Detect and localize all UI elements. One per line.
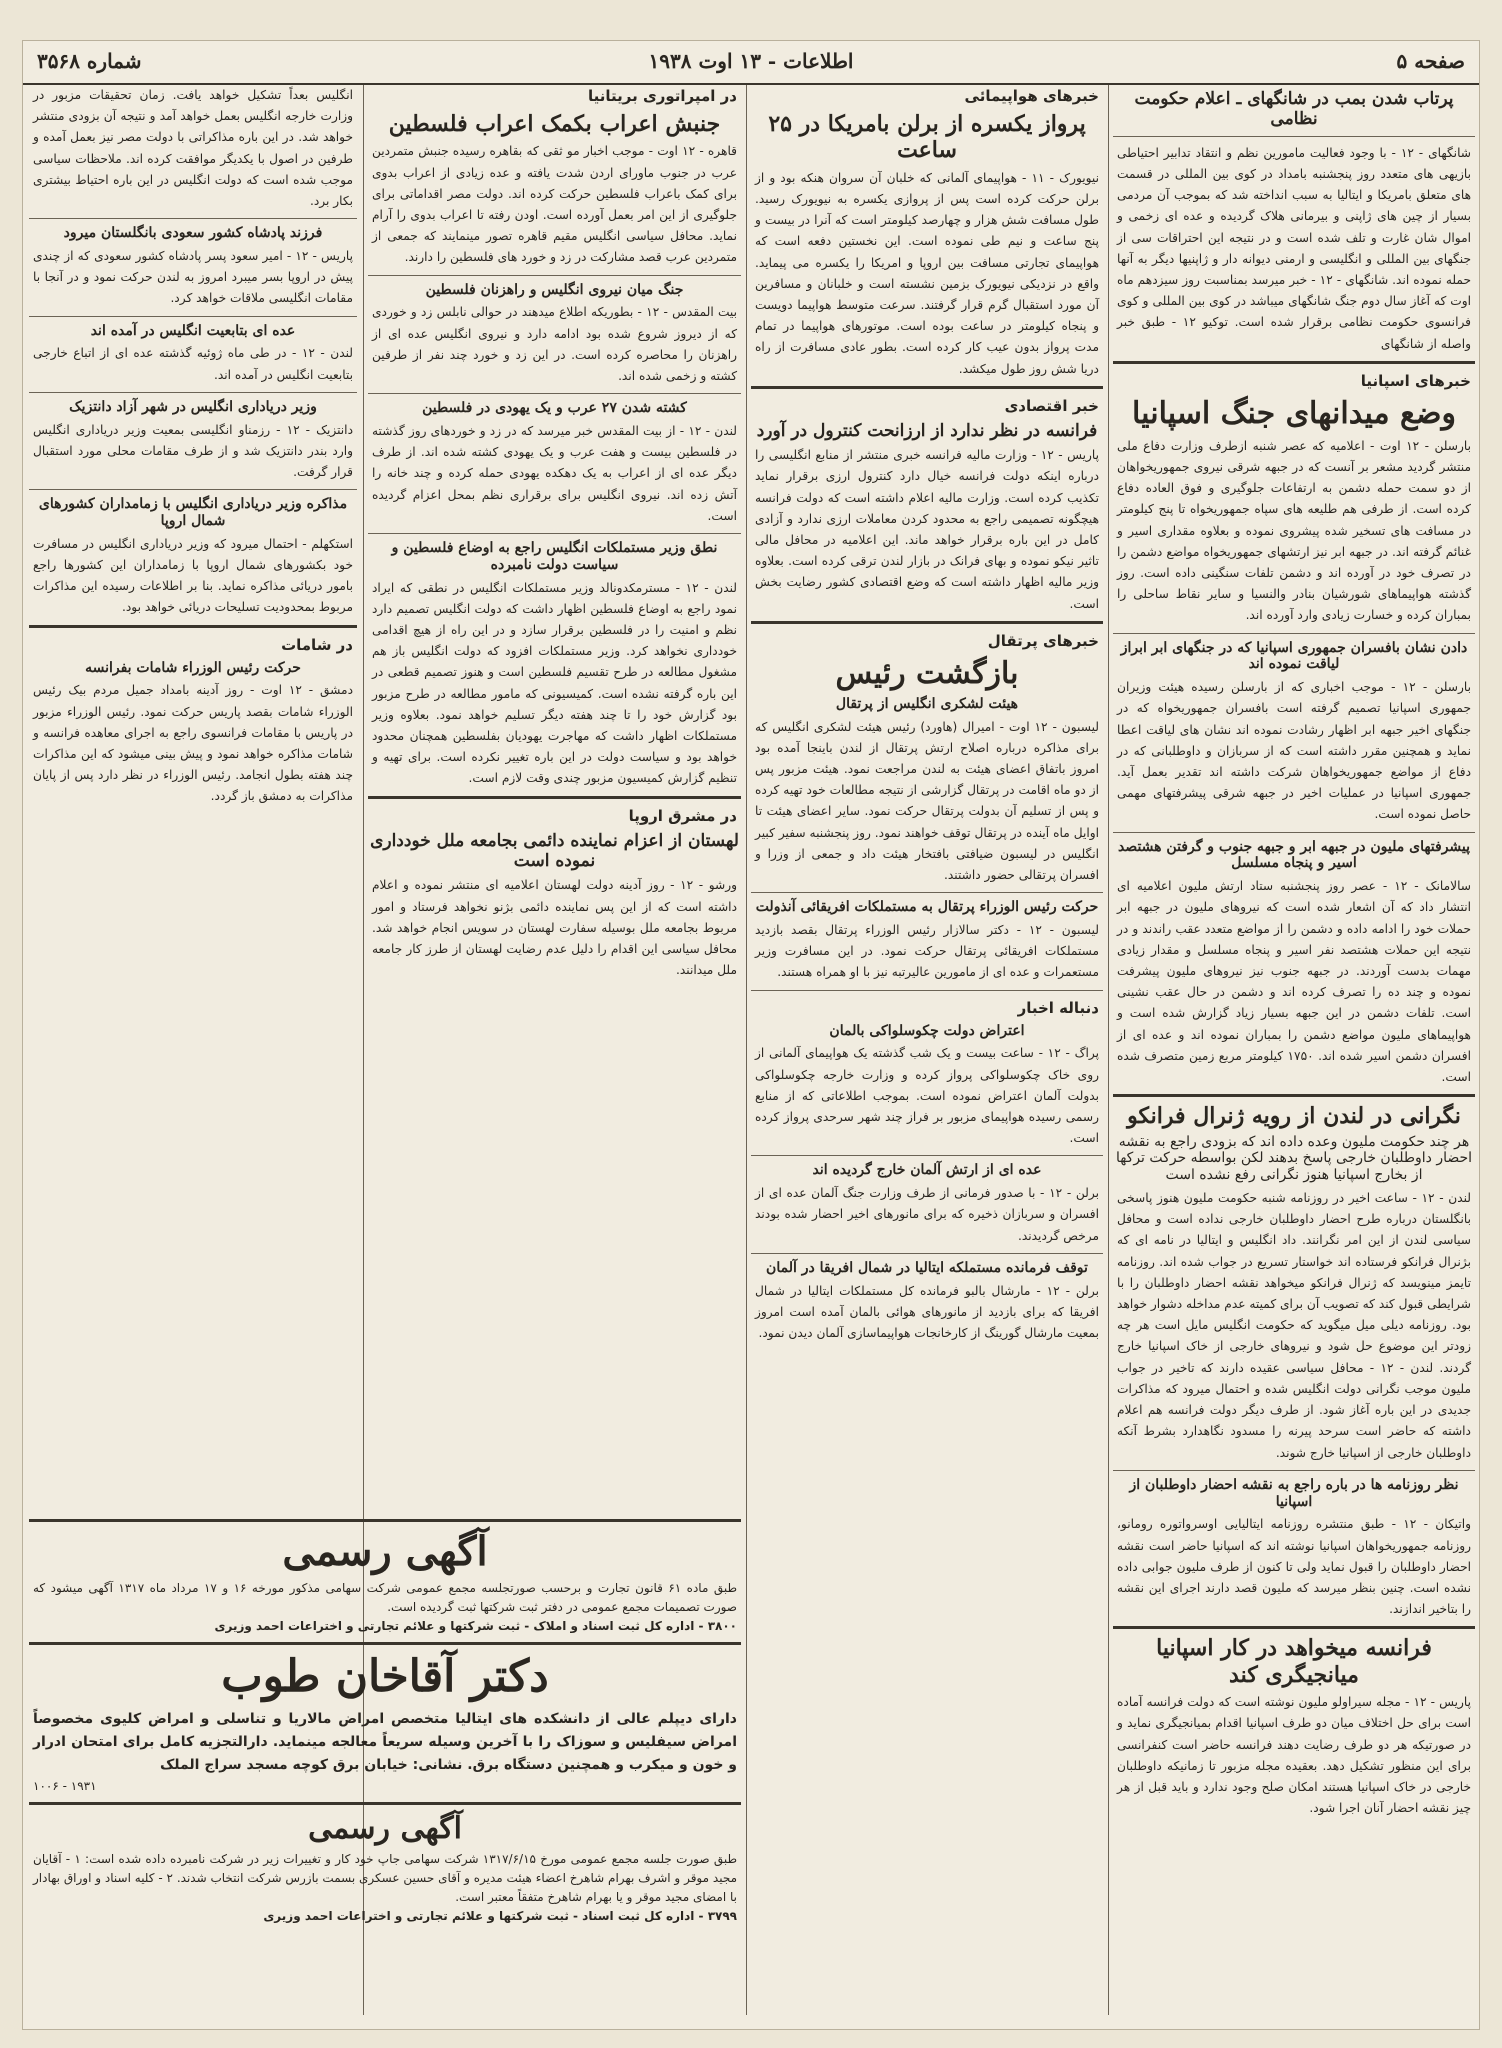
column-divider	[1108, 85, 1109, 2015]
article-berlin-america: نیویورک - ۱۱ - هواپیمای آلمانی که خلبان آن سروان هنکه بود و از برلن حرکت کرده است پس از پروازی یکسره به نیویورک رسید. طول مسافت شش هزار و چهارصد کیلومتر است که آنرا در بیست و پنج ساعت و نیم طی نموده است. این نخستین دفعه است که هواپیمای تجارتی مسافت بین اروپا و امریکا را یکسره می پیماید. واقع در نزدیکی نیویورک بزمین نشسته است و خلبانان و مسافرین آن مورد استقبال گرم قرار گرفتند. سرعت متوسط هواپیما دویست و پنجاه کیلومتر در ساعت بوده است. موتورهای هواپیما در تمام مدت پرواز بدون عیب کار کرده است. بطور عادی مسافرت از راه دریا شش روز طول میکشد.	[755, 170, 1100, 376]
headline-press-opinions: نظر روزنامه ها در باره راجع به نقشه احضار داوطلبان از اسپانیا	[1129, 1476, 1459, 1510]
article-german-army: برلن - ۱۲ - با صدور فرمانی از طرف وزارت جنگ آلمان عده ای از افسران و سربازان ذخیره که برای مانورهای اخیر احضار شده بودند مرخص گردیدند.	[755, 1186, 1099, 1243]
article-portugal-pm: لیسبون - ۱۲ - دکتر سالازار رئیس الوزراء پرتقال بقصد بازدید مستملکات افریقائی پرتقال حرکت نمود. در این مسافرت وزیر مستعمرات و عده ای از مامورین عالیرتبه نیز با او همراه هستند.	[755, 923, 1099, 980]
headline-return: بازگشت رئیس	[835, 655, 1019, 691]
column-spain	[1113, 85, 1475, 2025]
headline-czech-protest: اعتراض دولت چکوسلواکی بالمان	[829, 1022, 1025, 1039]
article-danzig: دانتزیک - ۱۲ - رزمناو انگلیسی بمعیت وزیر دریاداری انگلیس وارد بندر دانتزیک شد و از طرف مقامات محلی مورد استقبال قرار گرفت.	[33, 422, 353, 480]
official-notice-body: طبق ماده ۶۱ قانون تجارت و برحسب صورتجلسه مجمع عمومی شرکت سهامی مذکور مورخه ۱۶ و ۱۷ مرداد ماه ۱۳۱۷ آگهی میشود که صورت تصمیمات مجمع عمومی در دفتر ثبت شرکتها ثبت گردیده است.	[33, 1581, 738, 1614]
article-palestine-bandits: بیت المقدس - ۱۲ - بطوریکه اطلاع میدهند در حوالی نابلس زد و خوردی که از دیروز شروع شده بود ادامه دارد و نیروی انگلیس عده ای از راهزنان را محاصره کرده است. در این زد و خورد چند نفر از طرفین کشته و زخمی شده اند.	[372, 305, 737, 384]
official-notice-title: آگهی رسمی	[282, 1528, 488, 1575]
article-palestine-deaths: لندن - ۱۲ - از بیت المقدس خبر میرسد که در زد و خوردهای روز گذشته در فلسطین بیست و هفت عرب و یک یهودی کشته شده اند. از طرف دیگر عده ای از اعراب به یک دهکده یهودی حمله کرده و چند خانه را آتش زده اند. نیروی انگلیس برای برقراری نظم بمحل اعزام گردیده است.	[372, 424, 737, 523]
headline-danzig: وزیر دریاداری انگلیس در شهر آزاد دانتزیک	[69, 398, 317, 415]
headline-saudi-prince: فرزند پادشاه کشور سعودی بانگلستان میرود	[63, 225, 323, 242]
headline-poland: لهستان از اعزام نماینده دائمی بجامعه ملل خودداری نموده است	[370, 830, 739, 872]
section-eastern-europe: در مشرق اروپا	[628, 806, 737, 825]
headline-balbo: توقف فرمانده مستملکه ایتالیا در شمال افریقا در آلمان	[766, 1259, 1088, 1276]
headline-citizenship: عده ای بتابعیت انگلیس در آمده اند	[90, 322, 296, 339]
doctor-ad-title: دکتر آقاخان طوب	[221, 1651, 549, 1702]
section-british-empire: در امپراتوری بریتانیا	[588, 87, 737, 105]
section-aviation: خبرهای هواپیمائی	[964, 87, 1099, 105]
article-military-mission: لیسبون - ۱۲ اوت - امیرال (هاورد) رئیس هیئت لشکری انگلیس که برای مذاکره درباره اصلاح ارتش پرتقال از لندن باینجا آمده بود امروز باتفاق اعضای هیئت به لندن مراجعت نمود. هیئت مزبور پس از دو ماه اقامت در پرتقال گزارشی از نتیجه مطالعات خود تهیه کرده و پس از تسلیم آن بدولت پرتقال حرکت نمود. سایر اعضای هیئت تا اوایل ماه آینده در پرتقال توقف خواهند نمود. روز پنجشنبه سفیر کبیر انگلیس در لیسبون ضیافتی بافتخار هیئت داد و جمعی از وزرا و افسران پرتقالی حضور داشتند.	[755, 719, 1099, 883]
issue-date: اطلاعات - ۱۳ اوت ۱۹۳۸	[648, 49, 854, 73]
headline-portugal-pm: حرکت رئیس الوزراء پرتقال به مستملکات افریقائی آنذولت	[755, 899, 1099, 916]
column-misc	[29, 85, 357, 1555]
official-notice-footer: ۳۸۰۰ - اداره کل ثبت اسناد و املاک - ثبت شرکتها و علائم تجارتی و اختراعات احمد وزیری	[214, 1619, 737, 1633]
newspaper-page	[22, 40, 1480, 2030]
headline-nationalist-advance: پیشرفتهای ملیون در جبهه ابر و جبهه جنوب و گرفتن هشتصد اسیر و پنجاه مسلسل	[1117, 838, 1471, 872]
headline-palestine-bandits: جنگ میان نیروی انگلیس و راهزنان فلسطین	[425, 281, 684, 298]
doctor-ad-body: دارای دیپلم عالی از دانشکده های ایتالیا متخصص امراض مالاریا و تناسلی و امراض کلیوی مخصوصاً امراض سیفلیس و سوزاک را با آخرین وسیله سریعاً معالجه مینماید. دارالتجزیه کامل برای امتحان ادرار و خون و میکرب و همچنین دستگاه برق. نشانی: خیابان برق کوچه مسجد سراج الملک	[33, 1711, 737, 1773]
official-notice2-title: آگهی رسمی	[308, 1811, 462, 1846]
article-nationalist-advance: سالامانک - ۱۲ - عصر روز پنجشنبه ستاد ارتش ملیون اعلامیه ای انتشار داد که آن اشعار شده است که نیروهای ملیون در جبهه ابر حملات خود را ادامه داده و دشمن را از مواضع متعدد عقب راندند و در نتیجه این حملات هشتصد نفر اسیر و پنجاه مسلسل و مقدار زیادی مهمات بدست آوردند. در جبهه جنوب نیز نیروهای ملیون پیشرفت نموده و چند ده را تصرف کرده اند و دشمن در حال عقب نشینی است. تلفات دشمن در این جبهه بسیار زیاد گزارش شده است و هواپیماهای ملیون مواضع دشمن را بمباران نموده اند و عده ای از افسران دشمن اسیر شده اند. ۱۷۵۰ کیلومتر مربع زمین متصرف شده است.	[1117, 879, 1471, 1085]
headline-franco: نگرانی در لندن از رویه ژنرال فرانکو	[1127, 1103, 1461, 1130]
headline-palestine-deaths: کشته شدن ۲۷ عرب و یک یهودی در فلسطین	[422, 400, 687, 417]
article-france-mediation: پاریس - ۱۲ - مجله سیراولو ملیون نوشته است که دولت فرانسه آماده است برای حل اختلاف میان دو طرف اسپانیا اقدام بمیانجیگری نماید و در صورتیکه هر دو طرف رضایت دهند فرانسه حاضر است کنفرانسی برای این منظور تشکیل دهد. بعقیده مجله مزبور تا زمانیکه داوطلبان خارجی در خاک اسپانیا هستند امکان صلح وجود ندارد و باید قبل از هر چیز نقشه احضار آنان اجرا شود.	[1117, 1695, 1471, 1816]
article-poland: ورشو - ۱۲ - روز آدینه دولت لهستان اعلامیه ای منتشر نموده و اعلام داشته است که از این پس نماینده دائمی بژنو نخواهد فرستاد و امور مربوط بجامعه ملل بوسیله سفارت لهستان در سویس انجام خواهد شد. محافل سیاسی این اقدام را دلیل عدم رضایت لهستان از طرز کار جامعه ملل میدانند.	[372, 878, 737, 978]
article-france-currency: پاریس - ۱۲ - وزارت مالیه فرانسه خبری منتشر از منابع انگلیسی را درباره اینکه دولت فرانسه خیال دارد کنترول ارزی برقرار نماید تکذیب کرده است. وزارت مالیه اعلام داشته است که دولت فرانسه هیچگونه تصمیمی راجع به محدود کردن معاملات ارزی ندارد و آزادی کامل در این باره برقرار خواهد ماند. این اعلامیه در محافل مالی تاثیر نیکو نموده و بهای فرانک در بازار لندن ترقی کرده است. بعلاوه وزیر مالیه اظهار داشته است که وضع اقتصادی کشور رضایت بخش است.	[755, 448, 1099, 611]
ads-block	[29, 1519, 741, 2019]
headline-shanghai: پرتاب شدن بمب در شانگهای ـ اعلام حکومت نظامی	[1134, 89, 1454, 130]
article-shanghai: شانگهای - ۱۲ - با وجود فعالیت مامورین نظم و انتقاد تدابیر احتیاطی بازیهی های متعدد روز پنجشنبه بامداد در کوی بین المللی در قسمت های متعلق بامریکا و ایتالیا به سبب انداخته شد که بموجب آن مردمی بسیار از چین های ژاپنی و بیرمانی هلاک گردیده و عده ای زخمی و اموال شان غارت و تلف شده است و در نتیجه این احتراقات سی از جنگهای بین المللی و انگلیسی و ارمنی دیوانه دار و ژاپنیها دیگر به آنها حمله نموده اند. شانگهای - ۱۲ - خبر میرسد بمناسبت روز سیزدهم ماه اوت که آغاز سال دوم جنگ شانگهای میباشد در کوی بین المللی و کوی فرانسوی حکومت نظامی برقرار شده است. توکیو ۱۲ - طبق خبر واصله از شانگهای	[1117, 145, 1472, 351]
article-admiralty-talks: استکهلم - احتمال میرود که وزیر دریاداری انگلیس در مسافرت خود بکشورهای شمال اروپا با زمامداران این کشورها راجع بامور دریائی مذاکره نماید. بنا بر اطلاعات رسیده این مذاکرات مربوط بمحدودیت تسلیحات دریائی خواهد بود.	[33, 536, 353, 615]
article-arab-movement: قاهره - ۱۲ اوت - موجب اخبار مو ثقی که بقاهره رسیده جنبش متمردین عرب در جنوب ماورای اردن شدت یافته و عده زیادی از اعراب بدوی برای کمک باعراب فلسطین حرکت کرده اند. دولت مصر اقداماتی برای جلوگیری از این امر بعمل آورده است. اودن رفته تا اعراب بدوی را آرام نماید. محافل سیاسی انگلیس مقیم قاهره تصور مینمایند که جمعی از متمردین عرب قصد مشارکت در زد و خورد های فلسطین را دارند.	[372, 144, 737, 265]
article-spain-fronts: بارسلن - ۱۲ اوت - اعلامیه که عصر شنبه ازطرف وزارت دفاع ملی منتشر گردید مشعر بر آنست که در جبهه شرقی نیروی جمهوریخواهان از دو سمت حمله دشمن به ارتفاعات جلوگیری و فوق العاده دفاع کرده است. از طرفی هم طلیعه های سپاه جمهوریخواه تا پنج کیلومتر در مسافت های تسخیر شده پیشروی نموده و بعلاوه مقداری اسیر و غنائم گرفته اند. در جبهه ابر نیز ارتشهای جمهوریخواه مواضع دشمن را در تصرف خود در آورده اند و دشمن تلفات سنگینی داده است. روز گذشته هواپیماهای شورشیان بنادر والنسیا و سایر نقاط ساحلی را بمباران کرده و خسارت زیادی وارد آورده اند.	[1117, 438, 1471, 623]
article-continued: انگلیس بعداً تشکیل خواهد یافت. زمان تحقیقات مزبور در وزارت خارجه انگلیس بعمل خواهد آمد و نتیجه آن بزودی منتشر خواهد شد. در این باره مذاکراتی با دولت مصر نیز بعمل آمده و طرفین در اصول با یکدیگر موافقت کرده اند. ملاحظات سیاسی موجب شده است که دولت انگلیس در این باره احتیاط بیشتری بکار برد.	[33, 88, 353, 209]
headline-spain-fronts: وضع میدانهای جنگ اسپانیا	[1132, 395, 1456, 431]
headline-syria-pm: حرکت رئیس الوزراء شامات بفرانسه	[85, 659, 301, 676]
section-continued: دنباله اخبار	[1017, 998, 1099, 1017]
article-press-opinions: واتیکان - ۱۲ - طبق منتشره روزنامه ایتالیایی اوسرواتوره رومانو، روزنامه جمهوریخواهان اسپانیا نوشته اند که اسپانیا حاضر است نقشه احضار داوطلبان را قبول نماید ولی تا کنون از طرف ملیون جوابی داده نشده است. چنین بنظر میرسد که ملیون قصد دارند اجرای این نقشه را بتاخیر اندازند.	[1117, 1517, 1471, 1617]
subhead-military-mission: هیئت لشکری انگلیس از پرتقال	[835, 695, 1019, 712]
article-saudi-prince: پاریس - ۱۲ - امیر سعود پسر پادشاه کشور سعودی که از چندی پیش در اروپا بسر میبرد امروز به لندن حرکت نمود و در آنجا با مقامات انگلیسی ملاقات خواهد کرد.	[33, 249, 353, 306]
section-portugal: خبرهای پرتقال	[987, 631, 1099, 650]
headline-france-mediation: فرانسه میخواهد در کار اسپانیا میانجیگری کند	[1156, 1635, 1432, 1688]
masthead	[23, 41, 1479, 85]
headline-medals: دادن نشان بافسران جمهوری اسپانیا که در جنگهای ابر ابراز لیاقت نموده اند	[1120, 639, 1468, 673]
section-economy: خبر اقتصادی	[1004, 396, 1099, 415]
article-citizenship: لندن - ۱۲ - در طی ماه ژوئیه گذشته عده ای از اتباع خارجی بتابعیت انگلیس در آمده اند.	[33, 346, 354, 382]
article-syria-pm: دمشق - ۱۲ اوت - روز آدینه بامداد جمیل مردم بیک رئیس الوزراء شامات بقصد پاریس حرکت نمود. رئیس الوزراء مزبور در پاریس با مقامات فرانسوی راجع به اجرای معاهده فرانسه و شامات مذاکره خواهد نمود و پیش بینی میشود که این مذاکرات چند هفته بطول انجامد. رئیس الوزراء در نظر دارد پس از پایان مذاکرات به دمشق باز گردد.	[33, 683, 353, 804]
headline-france-currency: فرانسه در نظر ندارد از ارزانحت کنترول در آورد	[756, 420, 1098, 441]
article-colonial-minister: لندن - ۱۲ - مسترمکدونالد وزیر مستملکات انگلیس در نطقی که ایراد نمود راجع به اوضاع فلسطین اظهار داشت که دولت انگلیس تصمیم دارد نظم و امنیت را در فلسطین برقرار سازد و در این راه از هیچ اقدامی خودداری نخواهد کرد. وزیر مستملکات افزود که دولت انگلیس باز هم مشغول مطالعه در طرح تقسیم فلسطین است و هنوز تصمیم قطعی در این باره گرفته نشده است. کمیسیونی که مامور مطالعه در طرح مزبور بود گزارش خود را تا چند هفته دیگر تسلیم خواهد نمود. بعلاوه وزیر مستملکات اظهار داشت که مهاجرت یهودیان بفلسطین همچنان محدود خواهد بود و سیاست دولت در این باره تغییر نکرده است. برای تهیه و تنظیم گزارش کمیسیون مزبور چندی وقت لازم است.	[372, 580, 737, 786]
article-czech-protest: پراگ - ۱۲ - ساعت بیست و یک شب گذشته یک هواپیمای آلمانی از روی خاک چکوسلواکی پرواز کرده و وزارت خارجه چکوسلواکی بدولت آلمان اعتراض نموده است. بموجب اطلاعاتی که از منابع رسمی رسیده هواپیمای مزبور بر فراز چند شهر سرحدی پرواز کرده است.	[755, 1046, 1099, 1146]
headline-german-army: عده ای از ارتش آلمان خارج گردیده اند	[812, 1162, 1042, 1179]
headline-colonial-minister: نطق وزیر مستملکات انگلیس راجع به اوضاع فلسطین و سیاست دولت نامبرده	[391, 540, 718, 573]
section-spain: خبرهای اسپانیا	[1360, 371, 1471, 390]
column-british-empire	[368, 85, 741, 1555]
official-notice2-body: طبق صورت جلسه مجمع عمومی مورخ ۱۳۱۷/۶/۱۵ شرکت سهامی جاپ خود کار و تغییرات زیر در شرکت نامبرده داده شده است: ۱ - آقایان مجید موقر و اشرف بهرام شاهرخ اعضاء هیئت مدیره و آقای حسین عسکری بسمت بازرس شرکت انتخاب شدند. ۲ - کلیه اسناد و اوراق بهادار با امضای مجید موقر و یا بهرام شاهرخ متفقاً معتبر است.	[33, 1852, 737, 1904]
headline-arab-movement: جنبش اعراب بکمک اعراب فلسطین	[388, 111, 721, 137]
issue-number: شماره ۳۵۶۸	[37, 49, 142, 73]
official-notice2-footer: ۳۷۹۹ - اداره کل ثبت اسناد - ثبت شرکتها و علائم تجارتی و اختراعات احمد وزیری	[263, 1909, 737, 1923]
column-divider	[746, 85, 747, 2015]
doctor-ad-code: ۱۹۳۱ - ۱۰۰۶	[33, 1779, 97, 1793]
section-levant: در شامات	[281, 635, 353, 654]
headline-admiralty-talks: مذاکره وزیر دریاداری انگلیس با زمامداران کشورهای شمال اروپا	[38, 496, 348, 530]
headline-berlin-america: پرواز یکسره از برلن بامریکا در ۲۵ ساعت	[768, 111, 1086, 164]
column-aviation	[751, 85, 1103, 2025]
deck-franco: هر چند حکومت ملیون وعده داده اند که بزودی راجع به نقشه احضار داوطلبان خارجی پاسخ بدهند لکن بواسطه حرکت ترکها از بخارج اسپانیا هنوز نگرانی رفع نشده است	[1115, 1133, 1473, 1184]
article-medals: بارسلن - ۱۲ - موجب اخباری که از بارسلن رسیده هیئت وزیران جمهوری اسپانیا تصمیم گرفته است بافسران جمهوریخواه که در جنگهای اخیر جبهه ابر اظهار رشادت نموده اند نشان های لیاقت اعطا نماید و همچنین مقرر داشته است که از سربازان و داوطلبانی که در دفاع از مواضع جمهوریخواهان شرکت داشته اند تقدیر بعمل آید. جمهوری اسپانیا در عملیات اخیر در جبهه شرقی پیشرفتهای مهمی حاصل نموده است.	[1117, 680, 1471, 822]
page-number: صفحه ۵	[1396, 49, 1465, 73]
article-franco: لندن - ۱۲ - ساعت اخیر در روزنامه شنبه حکومت ملیون هنوز پاسخی بانگلستان درباره طرح احضار داوطلبان خارجی نداده است و محافل سیاسی لندن از این امر نگرانند. داد انگلیس و ایتالیا در نامه ای که بژنرال فرانکو فرستاده اند خواستار تسریع در جواب شده اند. روزنامه تایمز مینویسد که ژنرال فرانکو میخواهد نقشه احضار داوطلبان را با شرایطی قبول کند که تصویب آن برای کمیته عدم مداخله دشوار خواهد بود. روزنامه دیلی میل میگوید که حکومت انگلیس مایل است هر چه زودتر این موضوع حل شود و نیروهای خارجی از خاک اسپانیا خارج گردند. لندن - ۱۲ - محافل سیاسی عقیده دارند که تاخیر در جواب ملیون موجب نگرانی دولت انگلیس شده و احتمال میرود که مذاکرات جدیدی در این باره آغاز شود. از طرف دیگر دولت فرانسه هم اعلام داشته که حاضر است سرحد پیرنه را مسدود نگاهدارد بشرط آنکه داوطلبان خارجی از اسپانیا خارج شوند.	[1117, 1191, 1471, 1460]
article-balbo: برلن - ۱۲ - مارشال بالبو فرمانده کل مستملکات ایتالیا در شمال افریقا که برای بازدید از مانورهای هوائی بالمان آمده است امروز بمعیت مارشال گورینگ از کارخانجات هواپیماسازی آلمان دیدن نمود.	[755, 1283, 1099, 1341]
